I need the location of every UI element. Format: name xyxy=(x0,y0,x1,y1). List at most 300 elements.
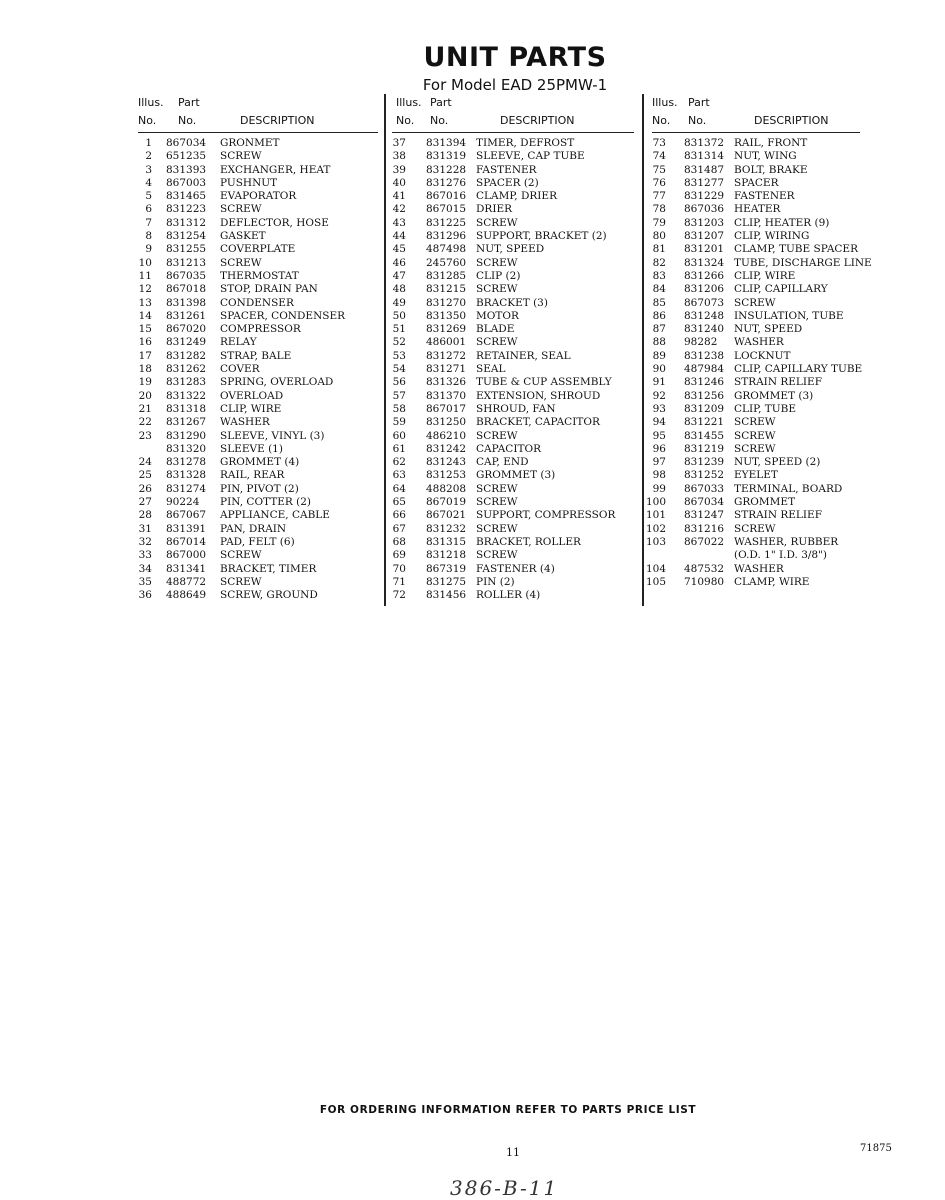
parts-row xyxy=(392,536,634,549)
part-number: 831242 xyxy=(426,442,467,455)
illus-number: 63 xyxy=(392,469,406,482)
part-number: 831248 xyxy=(684,309,725,322)
part-description: FASTENER xyxy=(734,190,795,203)
parts-row xyxy=(645,522,860,536)
part-description: DEFLECTOR, HOSE xyxy=(220,216,329,229)
part-number: 831246 xyxy=(684,376,725,389)
part-number: 831209 xyxy=(684,402,725,415)
illus-number: 85 xyxy=(652,296,666,309)
illus-number: 79 xyxy=(652,216,666,229)
part-number: 831218 xyxy=(426,549,467,562)
illus-number: 86 xyxy=(652,309,666,322)
part-number: 867020 xyxy=(166,323,207,336)
part-description: GASKET xyxy=(220,230,266,243)
parts-row xyxy=(392,137,634,150)
parts-row xyxy=(652,376,860,389)
part-description: STRAIN RELIEF xyxy=(734,376,822,389)
illus-number: 88 xyxy=(652,336,666,349)
part-description: SCREW xyxy=(476,256,518,269)
part-number: 831324 xyxy=(684,256,725,269)
parts-row xyxy=(392,403,634,416)
part-number: 831270 xyxy=(426,296,467,309)
part-description: PAD, FELT (6) xyxy=(220,535,295,548)
part-description: NUT, SPEED xyxy=(476,243,545,256)
part-description: SCREW xyxy=(220,549,262,562)
part-number: 488208 xyxy=(426,482,467,495)
parts-row xyxy=(138,483,378,496)
part-description: CLIP, WIRING xyxy=(734,230,810,243)
parts-row xyxy=(652,137,860,150)
part-description: PAN, DRAIN xyxy=(220,522,287,535)
parts-row xyxy=(138,363,378,376)
illus-number: 45 xyxy=(392,243,406,256)
part-number: 710980 xyxy=(684,575,725,588)
part-number: 831252 xyxy=(684,469,725,482)
illus-number: 17 xyxy=(138,349,152,362)
parts-row xyxy=(138,443,378,456)
part-number: 831455 xyxy=(684,429,725,442)
part-number: 831253 xyxy=(426,469,467,482)
parts-row xyxy=(138,310,378,323)
part-number: 831322 xyxy=(166,389,207,402)
illus-number: 14 xyxy=(138,309,152,322)
illus-number: 67 xyxy=(392,522,406,535)
parts-row xyxy=(138,177,378,190)
parts-column-2 xyxy=(392,96,634,602)
illus-number: 98 xyxy=(652,469,666,482)
part-number: 831326 xyxy=(426,376,467,389)
parts-row xyxy=(392,177,634,190)
part-number: 831328 xyxy=(166,469,207,482)
part-description: SCREW xyxy=(734,429,776,442)
illus-number: 103 xyxy=(645,535,666,548)
part-number: 831315 xyxy=(426,535,467,548)
part-description: SPACER xyxy=(734,176,779,189)
parts-row xyxy=(652,217,860,230)
parts-row xyxy=(652,469,860,482)
header-illus: Illus. xyxy=(396,96,422,109)
part-number: 867034 xyxy=(166,137,207,149)
part-number: 831318 xyxy=(166,402,207,415)
illus-number: 70 xyxy=(392,562,406,575)
parts-row xyxy=(138,270,378,283)
part-number: 867021 xyxy=(426,509,467,522)
page-title: UNIT PARTS xyxy=(423,42,607,73)
part-number: 831370 xyxy=(426,389,467,402)
parts-row xyxy=(138,416,378,429)
part-description: SLEEVE (1) xyxy=(220,442,283,455)
illus-number: 22 xyxy=(138,416,152,429)
illus-number: 19 xyxy=(138,376,152,389)
parts-row xyxy=(652,363,863,376)
part-description: CAPACITOR xyxy=(476,442,541,455)
part-number: 831487 xyxy=(684,163,725,176)
part-number: 831207 xyxy=(684,230,725,243)
part-description: GROMMET (4) xyxy=(220,456,300,469)
part-description: CLAMP, DRIER xyxy=(476,190,557,203)
part-number: 831254 xyxy=(166,230,207,243)
illus-number: 6 xyxy=(145,203,152,216)
parts-row xyxy=(652,549,860,562)
part-number: 867003 xyxy=(166,176,207,189)
illus-number: 78 xyxy=(652,203,666,216)
parts-row xyxy=(392,576,634,589)
parts-row xyxy=(138,576,378,589)
illus-number: 1 xyxy=(145,137,152,149)
part-description: BOLT, BRAKE xyxy=(734,163,808,176)
parts-row xyxy=(645,535,860,549)
part-description: NUT, SPEED xyxy=(734,323,803,336)
part-number: 831274 xyxy=(166,482,207,495)
part-number: 831278 xyxy=(166,456,207,469)
part-number: 831243 xyxy=(426,456,467,469)
parts-row xyxy=(138,469,378,482)
illus-number: 64 xyxy=(392,482,406,495)
parts-row xyxy=(652,403,860,416)
column-header xyxy=(392,96,634,133)
illus-number: 37 xyxy=(392,137,406,149)
part-number: 867036 xyxy=(684,203,725,216)
parts-row xyxy=(392,350,634,363)
part-description: PIN (2) xyxy=(476,575,515,588)
part-description: ROLLER (4) xyxy=(476,589,541,602)
illus-number: 69 xyxy=(392,549,406,562)
part-description: CLIP, TUBE xyxy=(734,402,797,415)
part-description: SCREW xyxy=(734,296,776,309)
illus-number: 26 xyxy=(138,482,152,495)
part-description: LOCKNUT xyxy=(734,349,791,362)
illus-number: 10 xyxy=(138,256,152,269)
part-number: 867034 xyxy=(684,496,725,509)
part-number: 831228 xyxy=(426,163,467,176)
parts-row xyxy=(645,496,860,509)
part-number: 831247 xyxy=(684,509,725,522)
illus-number: 104 xyxy=(645,562,666,575)
part-description: SCREW xyxy=(734,442,776,455)
part-number: 867067 xyxy=(166,509,207,522)
illus-number: 35 xyxy=(138,575,152,588)
parts-row xyxy=(652,283,860,296)
parts-row xyxy=(392,376,634,389)
part-number: 831394 xyxy=(426,137,467,149)
header-no2: No. xyxy=(430,114,449,127)
part-description: SPACER (2) xyxy=(476,176,539,189)
parts-row xyxy=(392,257,634,270)
illus-number: 53 xyxy=(392,349,406,362)
header-no1: No. xyxy=(138,114,157,127)
illus-number: 9 xyxy=(145,243,152,256)
part-description: STOP, DRAIN PAN xyxy=(220,283,318,296)
part-number: 831249 xyxy=(166,336,207,349)
part-number: 831456 xyxy=(426,589,467,602)
part-number: 831262 xyxy=(166,363,207,376)
part-number: 831341 xyxy=(166,562,207,575)
part-number: 831314 xyxy=(684,150,725,163)
parts-row xyxy=(138,509,378,522)
part-description: SUPPORT, COMPRESSOR xyxy=(476,509,616,522)
parts-row xyxy=(138,257,378,270)
illus-number: 49 xyxy=(392,296,406,309)
illus-number: 81 xyxy=(652,243,666,256)
part-description: SCREW xyxy=(476,283,518,296)
part-number: 488649 xyxy=(166,589,207,602)
illus-number: 8 xyxy=(145,230,152,243)
ordering-note: FOR ORDERING INFORMATION REFER TO PARTS PRICE LIST xyxy=(319,1104,697,1116)
parts-row xyxy=(392,496,634,509)
part-number: 488772 xyxy=(166,575,207,588)
parts-row xyxy=(392,483,634,496)
part-number: 831225 xyxy=(426,216,467,229)
parts-row xyxy=(392,390,634,403)
part-number: 867000 xyxy=(166,549,207,562)
illus-number: 102 xyxy=(645,522,666,535)
parts-row xyxy=(138,523,378,536)
part-description: SPRING, OVERLOAD xyxy=(220,376,334,389)
illus-number: 27 xyxy=(138,496,152,509)
parts-column-3 xyxy=(645,96,872,589)
part-number: 867033 xyxy=(684,482,725,495)
illus-number: 50 xyxy=(392,309,406,322)
parts-row xyxy=(652,190,860,203)
illus-number: 43 xyxy=(392,216,406,229)
part-description: FASTENER xyxy=(476,163,537,176)
parts-row xyxy=(645,562,860,576)
part-description: THERMOSTAT xyxy=(220,269,299,282)
parts-row xyxy=(652,430,860,443)
part-description: MOTOR xyxy=(476,309,519,322)
illus-number: 12 xyxy=(138,283,152,296)
parts-row xyxy=(652,483,860,496)
illus-number: 94 xyxy=(652,416,666,429)
parts-row xyxy=(138,536,378,549)
illus-number: 31 xyxy=(138,522,152,535)
parts-row xyxy=(138,496,378,509)
parts-row xyxy=(138,283,378,296)
illus-number: 44 xyxy=(392,230,406,243)
part-description: SCREW xyxy=(476,482,518,495)
illus-number: 72 xyxy=(392,589,406,602)
part-number: 867073 xyxy=(684,296,725,309)
part-description: SHROUD, FAN xyxy=(476,402,556,415)
part-description: SCREW xyxy=(734,522,776,535)
part-description: TUBE & CUP ASSEMBLY xyxy=(476,376,612,389)
illus-number: 90 xyxy=(652,363,666,376)
illus-number: 7 xyxy=(145,216,152,229)
part-description: HEATER xyxy=(734,203,781,216)
document-number: 71875 xyxy=(860,1143,892,1154)
header-part: Part xyxy=(430,96,452,109)
part-description: INSULATION, TUBE xyxy=(734,309,844,322)
parts-row xyxy=(392,150,634,163)
part-number: 831206 xyxy=(684,283,725,296)
illus-number: 84 xyxy=(652,283,666,296)
parts-row xyxy=(652,456,860,469)
part-description: WASHER xyxy=(734,562,784,575)
illus-number: 46 xyxy=(392,256,406,269)
parts-row xyxy=(652,323,860,336)
part-number: 831267 xyxy=(166,416,207,429)
part-description: SPACER, CONDENSER xyxy=(220,309,346,322)
illus-number: 68 xyxy=(392,535,406,548)
part-description: WASHER xyxy=(220,416,270,429)
header-illus: Illus. xyxy=(652,96,678,109)
illus-number: 91 xyxy=(652,376,666,389)
column-header xyxy=(652,96,860,133)
illus-number: 15 xyxy=(138,323,152,336)
illus-number: 62 xyxy=(392,456,406,469)
part-number: 867015 xyxy=(426,203,467,216)
parts-row xyxy=(138,430,378,443)
part-description: SLEEVE, VINYL (3) xyxy=(220,429,325,442)
part-description: BRACKET, ROLLER xyxy=(476,535,581,548)
parts-row xyxy=(138,164,378,177)
illus-number: 36 xyxy=(138,589,152,602)
header-description: DESCRIPTION xyxy=(500,114,575,127)
illus-number: 105 xyxy=(645,575,666,588)
part-description: SCREW xyxy=(220,575,262,588)
illus-number: 89 xyxy=(652,349,666,362)
parts-row xyxy=(392,243,634,256)
part-description: CLIP, WIRE xyxy=(220,402,282,415)
illus-number: 2 xyxy=(145,150,152,163)
parts-row xyxy=(392,456,634,469)
part-description: COMPRESSOR xyxy=(220,323,301,336)
part-number: 831393 xyxy=(166,163,207,176)
part-number: 831372 xyxy=(684,137,725,149)
illus-number: 41 xyxy=(392,190,406,203)
part-description: COVERPLATE xyxy=(220,243,296,256)
parts-row xyxy=(138,350,378,363)
part-number: 867018 xyxy=(166,283,207,296)
parts-row xyxy=(652,297,860,310)
illus-number: 32 xyxy=(138,535,152,548)
part-description: PIN, PIVOT (2) xyxy=(220,482,299,495)
part-description: WASHER, RUBBER xyxy=(734,535,839,548)
header-no2: No. xyxy=(178,114,197,127)
part-number: 831296 xyxy=(426,230,467,243)
parts-row xyxy=(645,509,860,522)
parts-row xyxy=(138,589,378,602)
illus-number: 93 xyxy=(652,402,666,415)
part-number: 831271 xyxy=(426,363,467,376)
illus-number: 51 xyxy=(392,323,406,336)
part-description: PUSHNUT xyxy=(220,176,278,189)
illus-number: 101 xyxy=(645,509,666,522)
part-description: SCREW xyxy=(220,256,262,269)
part-number: 831391 xyxy=(166,522,207,535)
part-number: 831285 xyxy=(426,269,467,282)
part-number: 486210 xyxy=(426,429,467,442)
header-illus: Illus. xyxy=(138,96,164,109)
parts-row xyxy=(392,310,634,323)
handwritten-note: 386-B-11 xyxy=(450,1176,559,1200)
part-description: OVERLOAD xyxy=(220,389,284,402)
parts-row xyxy=(138,549,378,562)
part-description: CLIP, HEATER (9) xyxy=(734,216,830,229)
part-number: 831320 xyxy=(166,442,207,455)
parts-row xyxy=(392,589,634,602)
parts-row xyxy=(138,323,378,336)
parts-row xyxy=(138,390,378,403)
part-number: 831221 xyxy=(684,416,725,429)
part-description: BRACKET, CAPACITOR xyxy=(476,416,600,429)
part-number: 831266 xyxy=(684,269,725,282)
part-description: BRACKET (3) xyxy=(476,296,548,309)
page-number: 11 xyxy=(506,1146,520,1159)
part-description: CLAMP, WIRE xyxy=(734,575,810,588)
part-description: TERMINAL, BOARD xyxy=(734,482,843,495)
part-description: SCREW, GROUND xyxy=(220,589,318,602)
part-number: 831219 xyxy=(684,442,725,455)
illus-number: 65 xyxy=(392,496,406,509)
part-description: SCREW xyxy=(220,150,262,163)
parts-row xyxy=(652,243,860,256)
illus-number: 57 xyxy=(392,389,406,402)
part-description: EXCHANGER, HEAT xyxy=(220,163,331,176)
part-number: 831223 xyxy=(166,203,207,216)
part-description: NUT, WING xyxy=(734,150,797,163)
header-part: Part xyxy=(688,96,710,109)
illus-number: 99 xyxy=(652,482,666,495)
parts-row xyxy=(138,190,378,203)
illus-number: 80 xyxy=(652,230,666,243)
parts-row xyxy=(652,164,860,177)
parts-row xyxy=(392,270,634,283)
part-number: 831275 xyxy=(426,575,467,588)
part-number: 867017 xyxy=(426,402,467,415)
illus-number: 100 xyxy=(645,496,666,509)
column-header xyxy=(138,96,378,133)
part-number: 831272 xyxy=(426,349,467,362)
parts-row xyxy=(652,270,860,283)
parts-row xyxy=(652,150,860,163)
part-number: 831203 xyxy=(684,216,725,229)
part-number: 831282 xyxy=(166,349,207,362)
illus-number: 28 xyxy=(138,509,152,522)
parts-row xyxy=(652,390,860,403)
parts-row xyxy=(392,430,634,443)
illus-number: 59 xyxy=(392,416,406,429)
parts-row xyxy=(392,190,634,203)
part-number: 831465 xyxy=(166,190,207,203)
header-part: Part xyxy=(178,96,200,109)
header-no1: No. xyxy=(396,114,415,127)
parts-row xyxy=(392,563,634,576)
illus-number: 77 xyxy=(652,190,666,203)
illus-number: 96 xyxy=(652,442,666,455)
part-number: 867319 xyxy=(426,562,467,575)
part-number: 651235 xyxy=(166,150,207,163)
part-description: SCREW xyxy=(476,336,518,349)
parts-row xyxy=(392,217,634,230)
illus-number: 42 xyxy=(392,203,406,216)
parts-row xyxy=(138,203,378,216)
part-description: FASTENER (4) xyxy=(476,562,555,575)
part-description: DRIER xyxy=(476,203,513,216)
illus-number: 71 xyxy=(392,575,406,588)
part-description: RAIL, FRONT xyxy=(734,137,808,149)
parts-row xyxy=(392,443,634,456)
illus-number: 82 xyxy=(652,256,666,269)
part-description: SLEEVE, CAP TUBE xyxy=(476,150,585,163)
illus-number: 16 xyxy=(138,336,152,349)
parts-row xyxy=(392,230,634,243)
part-description: BLADE xyxy=(476,323,515,336)
parts-row xyxy=(138,297,378,310)
part-description: RAIL, REAR xyxy=(220,469,285,482)
illus-number: 76 xyxy=(652,176,666,189)
illus-number: 74 xyxy=(652,150,666,163)
